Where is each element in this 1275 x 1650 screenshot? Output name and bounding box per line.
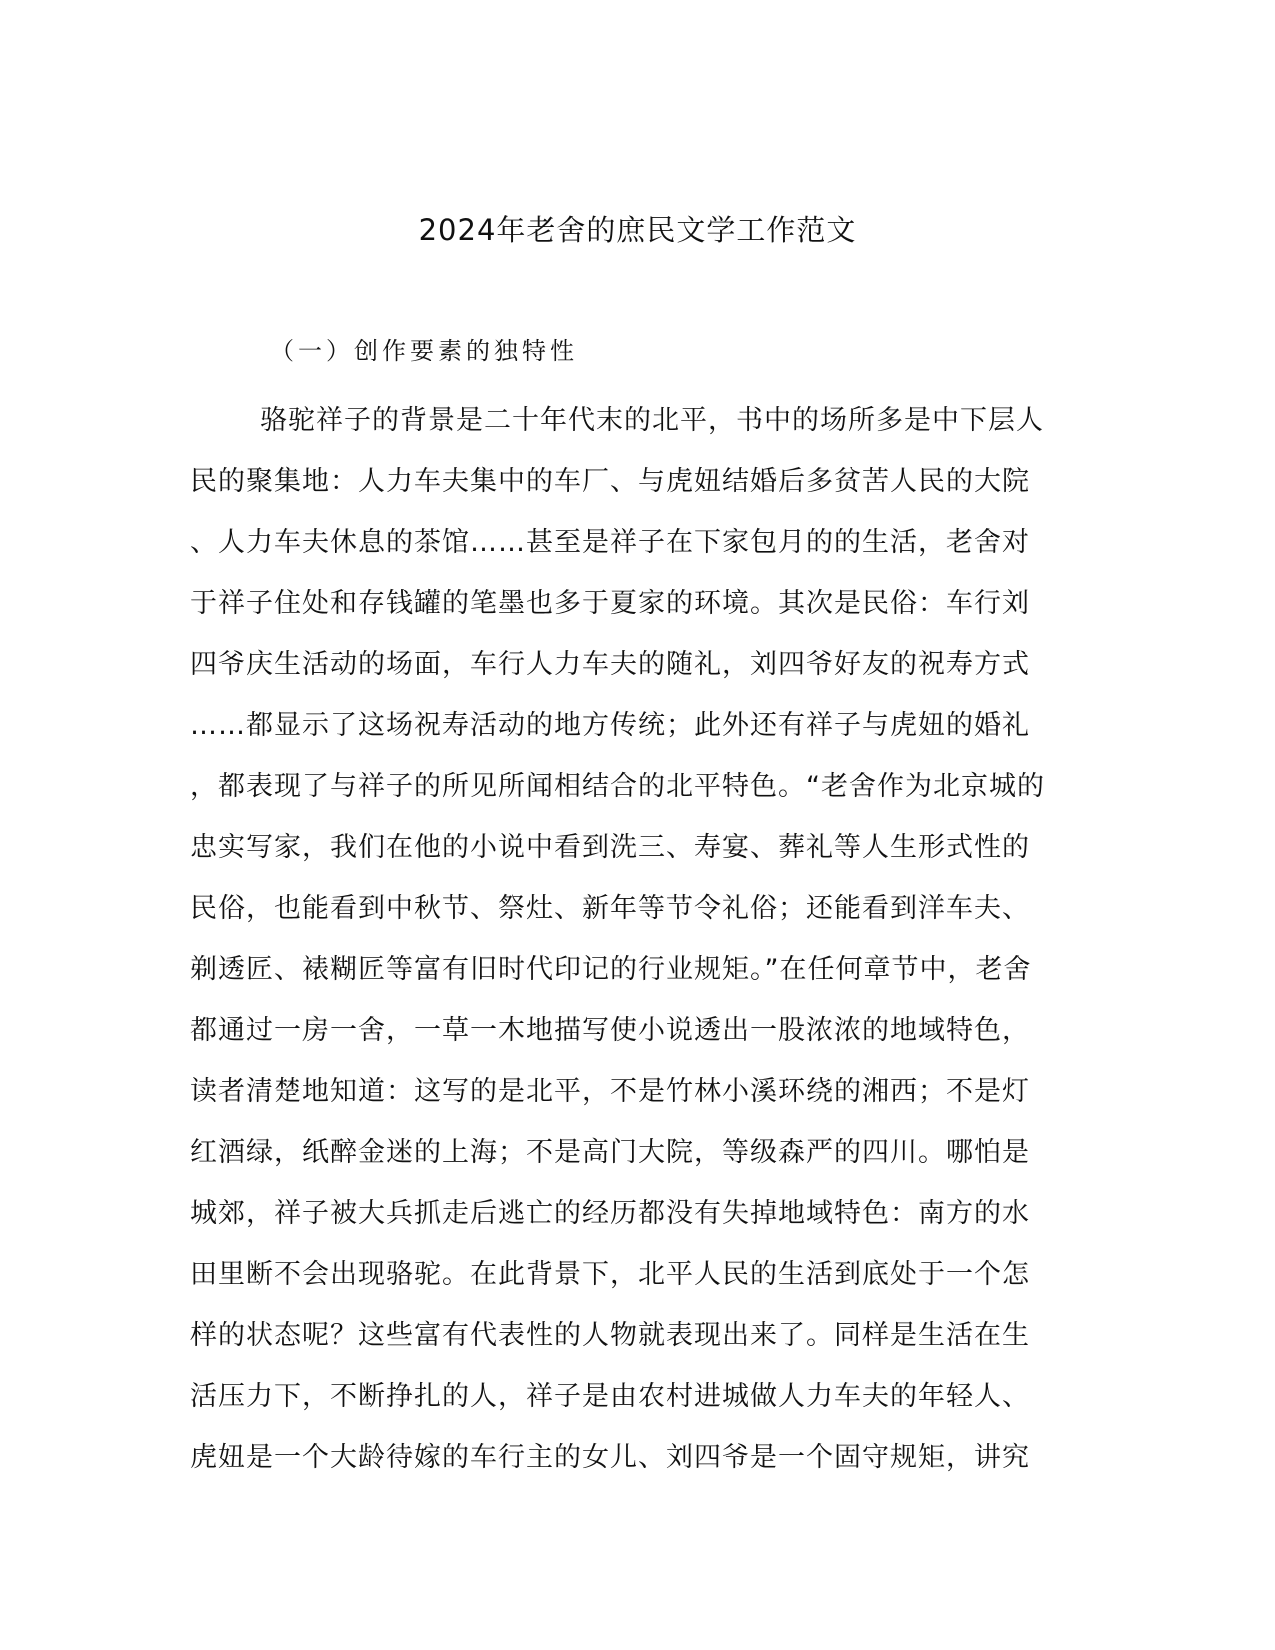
paragraph-line: 民的聚集地：人力车夫集中的车厂、与虎妞结婚后多贫苦人民的大院: [190, 466, 1030, 497]
paragraph-line: 忠实写家，我们在他的小说中看到洗三、寿宴、葬礼等人生形式性的: [190, 832, 1030, 863]
paragraph-line: 、人力车夫休息的茶馆……甚至是祥子在下家包月的的生活，老舍对: [190, 527, 1030, 558]
paragraph-line: 红酒绿，纸醉金迷的上海；不是高门大院，等级森严的四川。哪怕是: [190, 1137, 1030, 1168]
paragraph-line: 于祥子住处和存钱罐的笔墨也多于夏家的环境。其次是民俗：车行刘: [190, 588, 1030, 619]
paragraph-line: 剃透匠、裱糊匠等富有旧时代印记的行业规矩。”在任何章节中，老舍: [190, 954, 1032, 985]
paragraph-line: 城郊，祥子被大兵抓走后逃亡的经历都没有失掉地域特色：南方的水: [190, 1198, 1030, 1229]
paragraph-line: 样的状态呢？这些富有代表性的人物就表现出来了。同样是生活在生: [190, 1320, 1030, 1351]
paragraph-line: ……都显示了这场祝寿活动的地方传统；此外还有祥子与虎妞的婚礼: [190, 710, 1030, 741]
paragraph-line: ，都表现了与祥子的所见所闻相结合的北平特色。“老舍作为北京城的: [190, 771, 1045, 802]
paragraph-line: 活压力下，不断挣扎的人，祥子是由农村进城做人力车夫的年轻人、: [190, 1381, 1030, 1412]
paragraph-line: 田里断不会出现骆驼。在此背景下，北平人民的生活到底处于一个怎: [190, 1259, 1030, 1290]
section-heading: （一）创作要素的独特性: [270, 337, 578, 365]
paragraph-line: 四爷庆生活动的场面，车行人力车夫的随礼，刘四爷好友的祝寿方式: [190, 649, 1030, 680]
paragraph-line: 读者清楚地知道：这写的是北平，不是竹林小溪环绕的湘西；不是灯: [190, 1076, 1030, 1107]
paragraph-line: 骆驼祥子的背景是二十年代末的北平，书中的场所多是中下层人: [260, 405, 1044, 436]
body-paragraph: [190, 390, 1090, 1488]
document-title: 2024年老舍的庶民文学工作范文: [418, 213, 857, 247]
paragraph-line: 虎妞是一个大龄待嫁的车行主的女儿、刘四爷是一个固守规矩，讲究: [190, 1442, 1030, 1473]
paragraph-line: 都通过一房一舍，一草一木地描写使小说透出一股浓浓的地域特色，: [190, 1015, 1030, 1046]
paragraph-line: 民俗，也能看到中秋节、祭灶、新年等节令礼俗；还能看到洋车夫、: [190, 893, 1030, 924]
